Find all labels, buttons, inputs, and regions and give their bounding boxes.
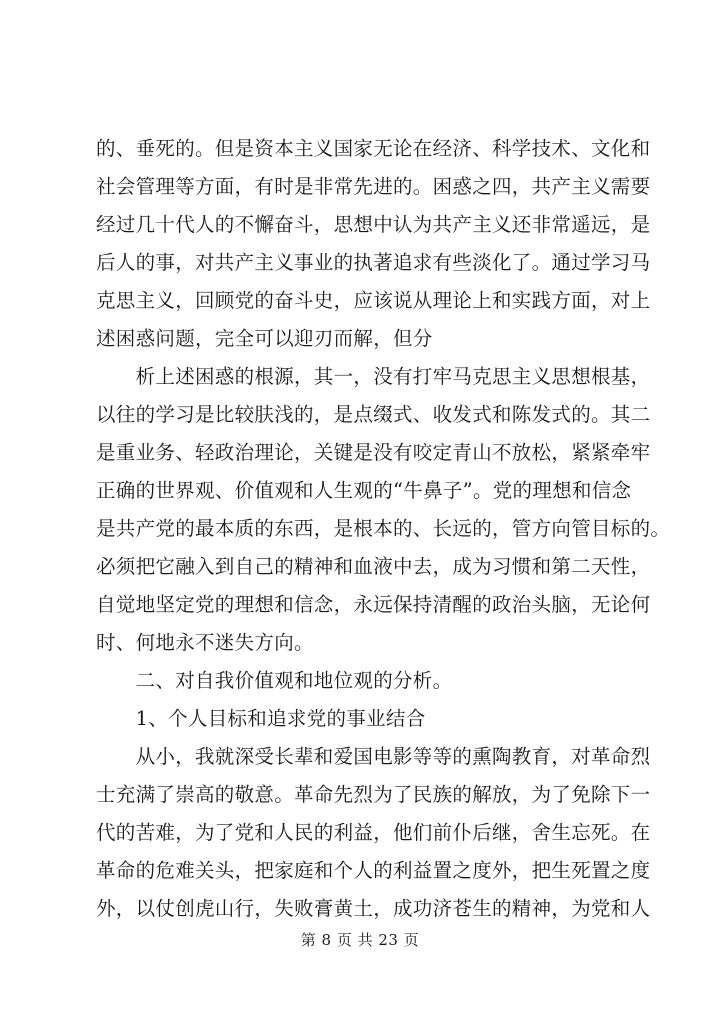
text-line: 正确的世界观、价值观和人生观的“牛鼻子”。党的理想和信念 — [96, 479, 632, 502]
text-line: 克思主义，回顾党的奋斗史，应该说从理论上和实践方面，对上 — [96, 289, 651, 312]
text-line: 革命的危难关头，把家庭和个人的利益置之度外，把生死置之度 — [96, 859, 651, 882]
text-line: 述困惑问题，完全可以迎刃而解，但分 — [96, 327, 433, 350]
text-line: 后人的事，对共产主义事业的执著追求有些淡化了。通过学习马 — [96, 251, 651, 274]
text-line: 必须把它融入到自己的精神和血液中去，成为习惯和第二天性， — [96, 555, 651, 578]
text-line: 经过几十代人的不懈奋斗，思想中认为共产主义还非常遥远，是 — [96, 213, 651, 236]
text-line: 士充满了崇高的敬意。革命先烈为了民族的解放，为了免除下一 — [96, 783, 651, 806]
text-line: 时、何地永不迷失方向。 — [96, 631, 314, 654]
subsection-heading: 1、个人目标和追求党的事业结合 — [96, 707, 426, 730]
text-line: 是共产党的最本质的东西，是根本的、长远的，管方向管目标的。 — [96, 517, 671, 540]
text-line: 从小，我就深受长辈和爱国电影等等的熏陶教育，对革命烈 — [96, 745, 651, 768]
text-line: 的、垂死的。但是资本主义国家无论在经济、科学技术、文化和 — [96, 137, 651, 160]
text-line: 以往的学习是比较肤浅的，是点缀式、收发式和陈发式的。其二 — [96, 403, 651, 426]
text-line: 外，以仗创虎山行，失败膏黄土，成功济苍生的精神，为党和人 — [96, 897, 651, 920]
text-line: 自觉地坚定党的理想和信念，永远保持清醒的政治头脑，无论何 — [96, 593, 651, 616]
page-number-footer: 第 8 页 共 23 页 — [300, 931, 420, 949]
section-heading: 二、对自我价值观和地位观的分析。 — [96, 669, 453, 692]
text-line: 代的苦难，为了党和人民的利益，他们前仆后继，舍生忘死。在 — [96, 821, 651, 844]
text-line: 社会管理等方面，有时是非常先进的。困惑之四，共产主义需要 — [96, 175, 651, 198]
text-line: 是重业务、轻政治理论，关键是没有咬定青山不放松，紧紧牵牢 — [96, 441, 651, 464]
text-line: 析上述困惑的根源，其一，没有打牢马克思主义思想根基， — [96, 365, 651, 388]
